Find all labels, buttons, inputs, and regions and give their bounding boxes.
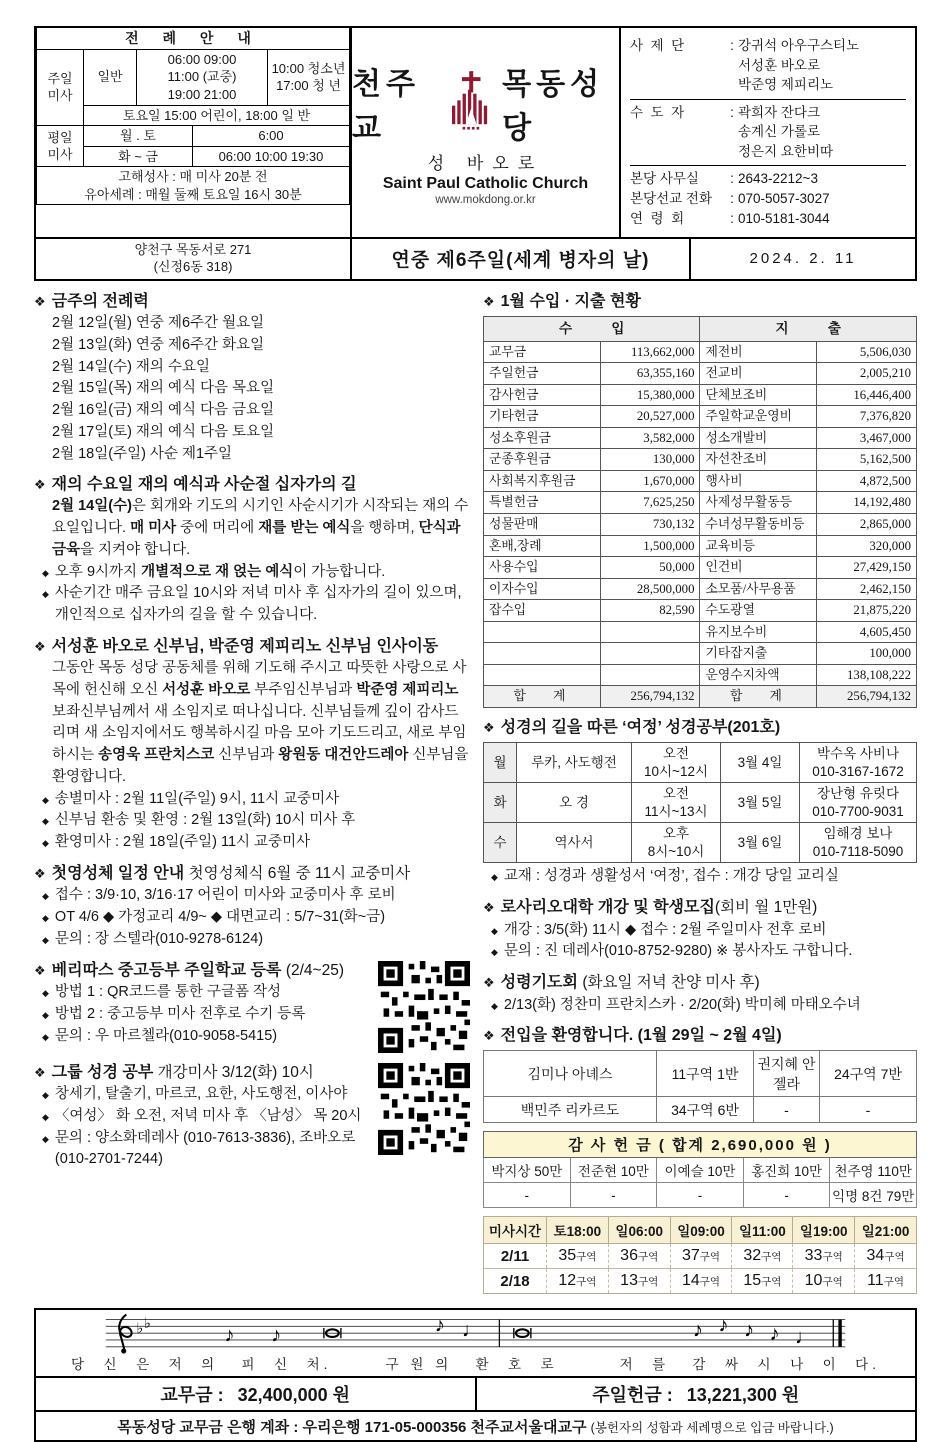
general-label: 일반 bbox=[84, 49, 137, 105]
journey-date: 3월 4일 bbox=[721, 743, 800, 783]
bullet-icon: ◆ bbox=[42, 838, 49, 849]
finance-row bbox=[484, 384, 917, 406]
mass-schedule-box bbox=[34, 26, 352, 239]
bible-group-bullet: ◆ 문의 : 양소화데레사 (010-7613-3836), 조바오로(010-2701-7244) bbox=[42, 1128, 370, 1172]
expense-amount: 27,429,150 bbox=[817, 557, 917, 579]
rota-header-cell: 토18:00 bbox=[547, 1217, 609, 1244]
mass-rota-table bbox=[483, 1216, 917, 1294]
journey-book: 오 경 bbox=[517, 783, 632, 823]
income-name: 사용수입 bbox=[484, 557, 601, 579]
religious-name: 송계신 가롤로 bbox=[738, 124, 820, 140]
income-name: 특별헌금 bbox=[484, 492, 601, 514]
expense-amount: 14,192,480 bbox=[817, 492, 917, 514]
expense-amount: 5,506,030 bbox=[817, 341, 917, 363]
finance-row bbox=[484, 363, 917, 385]
clergy-box bbox=[619, 26, 917, 239]
income-name: 교무금 bbox=[484, 341, 601, 363]
church-website-url: www.mokdong.or.kr bbox=[435, 194, 536, 207]
phone-section bbox=[630, 166, 906, 232]
rota-row: 2/11 35구역 36구역 37구역 32구역 33구역 34구역 bbox=[484, 1244, 917, 1269]
phone-number: 070-5057-3027 bbox=[738, 190, 830, 206]
section-welcome-newcomers bbox=[483, 1024, 917, 1123]
gyomugeum-total: 교무금 : 32,400,000 원 bbox=[34, 1376, 477, 1412]
income-amount bbox=[600, 643, 700, 665]
flat-icon: ♭ bbox=[144, 1316, 151, 1333]
newcomer-name: 김미나 아녜스 bbox=[484, 1051, 657, 1097]
note-icon: ♩ bbox=[794, 1325, 816, 1349]
journey-time: 오전 11시~13시 bbox=[632, 783, 721, 823]
expense-name: 성소개발비 bbox=[700, 427, 817, 449]
bullet-icon: ◆ bbox=[491, 872, 498, 883]
rota-header-cell: 일19:00 bbox=[793, 1217, 855, 1244]
calendar-line: 2월 16일(금) 재의 예식 다음 금요일 bbox=[52, 402, 275, 419]
income-amount bbox=[600, 621, 700, 643]
section-first-communion bbox=[34, 862, 470, 951]
note-icon: ♪ bbox=[769, 1322, 780, 1346]
income-amount: 730,132 bbox=[600, 513, 700, 535]
finance-row bbox=[484, 643, 917, 665]
journey-date: 3월 6일 bbox=[721, 823, 800, 863]
income-amount: 1,670,000 bbox=[600, 470, 700, 492]
calendar-line: 2월 18일(주일) 사순 제1주일 bbox=[52, 445, 233, 462]
expense-name: 단체보조비 bbox=[700, 384, 817, 406]
note-icon: ♪ bbox=[434, 1313, 445, 1337]
rosary-bullet: ◆ 문의 : 진 데레사(010-8752-9280) ※ 봉사자도 구합니다. bbox=[491, 941, 917, 963]
section-thanks-offering bbox=[483, 1131, 917, 1208]
priest-name: 강귀석 아우구스티노 bbox=[738, 38, 860, 53]
transfer-bullet: ◆ 송별미사 : 2월 11일(주일) 9시, 11시 교중미사 bbox=[42, 789, 470, 811]
section-heading: 로사리오대학 개강 및 학생모집(회비 월 1만원) bbox=[500, 899, 818, 917]
ash-bullet: 오후 9시까지 개별적으로 재 얹는 예식이 가능합니다. bbox=[54, 563, 386, 580]
section-heading: 그룹 성경 공부 개강미사 3/12(화) 10시 bbox=[51, 1063, 314, 1081]
church-cross-icon bbox=[448, 65, 494, 141]
income-total: 256,794,132 bbox=[600, 686, 700, 708]
section-journey-bible-study bbox=[483, 716, 917, 888]
thanks-offering-header: 감 사 헌 금 ( 합계 2,690,000 원 ) bbox=[484, 1132, 917, 1158]
section-bible-group bbox=[34, 1061, 470, 1171]
journey-day: 화 bbox=[484, 783, 517, 823]
bullet-icon: ◆ bbox=[42, 1031, 49, 1042]
income-name bbox=[484, 664, 601, 686]
calendar-line: 2월 17일(토) 재의 예식 다음 토요일 bbox=[52, 423, 275, 440]
expense-amount: 100,000 bbox=[817, 643, 917, 665]
priest-name: 박준영 제피리노 bbox=[738, 77, 834, 93]
income-amount: 50,000 bbox=[600, 557, 700, 579]
income-amount: 15,380,000 bbox=[600, 384, 700, 406]
journey-teacher: 박수옥 사비나 010-3167-1672 bbox=[800, 743, 917, 783]
section-rosary-college bbox=[483, 896, 917, 963]
bullet-icon: ◆ bbox=[491, 925, 498, 936]
section-marker-icon: ❖ bbox=[483, 1028, 495, 1044]
offering-totals bbox=[34, 1376, 917, 1412]
bullet-icon: ◆ bbox=[42, 913, 49, 924]
income-name bbox=[484, 621, 601, 643]
section-marker-icon: ❖ bbox=[34, 638, 46, 654]
income-name: 잡수입 bbox=[484, 600, 601, 622]
finance-row bbox=[484, 664, 917, 686]
hymn-lyrics: 당 신 은 저 의 피 신 처. 구 원 의 환 호 로 저 를 감 싸 시 나 이 다. bbox=[71, 1357, 880, 1373]
income-name: 성물판매 bbox=[484, 513, 601, 535]
finance-table bbox=[483, 316, 917, 708]
income-name: 군종후원금 bbox=[484, 449, 601, 471]
logo-english-name: Saint Paul Catholic Church bbox=[382, 175, 589, 193]
section-heading: 전입을 환영합니다. (1월 29일 ~ 2월 4일) bbox=[500, 1027, 782, 1045]
expense-amount: 16,446,400 bbox=[817, 384, 917, 406]
section-veritas bbox=[34, 959, 470, 1053]
journey-book: 루카, 사도행전 bbox=[517, 743, 632, 783]
journey-teacher: 임해경 보나 010-7118-5090 bbox=[800, 823, 917, 863]
bank-account-main: 목동성당 교무금 은행 계좌 : 우리은행 171-05-000356 천주교서울대교구 bbox=[117, 1418, 591, 1436]
first-communion-bullet: ◆ 문의 : 장 스텔라(010-9278-6124) bbox=[42, 929, 470, 951]
section-marker-icon: ❖ bbox=[483, 719, 495, 735]
logo-text-catholic: 천주교 bbox=[352, 68, 420, 146]
income-name bbox=[484, 643, 601, 665]
mass-schedule-table bbox=[36, 27, 350, 126]
bullet-icon: ◆ bbox=[491, 947, 498, 958]
expense-name: 소모품/사무용품 bbox=[700, 578, 817, 600]
church-address: 양천구 목동서로 271 (신정6동 318) bbox=[34, 237, 352, 281]
veritas-bullet: ◆ 방법 1 : QR코드를 통한 구글폼 작성 bbox=[42, 982, 370, 1004]
expense-amount: 320,000 bbox=[817, 535, 917, 557]
section-heading: 첫영성체 일정 안내 첫영성체식 6월 중 11시 교중미사 bbox=[51, 864, 411, 882]
finance-row bbox=[484, 449, 917, 471]
priest-name: 서성훈 바오로 bbox=[738, 57, 820, 73]
finance-row bbox=[484, 492, 917, 514]
income-name: 이자수입 bbox=[484, 578, 601, 600]
bullet-icon: ◆ bbox=[42, 1090, 49, 1101]
journey-day: 월 bbox=[484, 743, 517, 783]
section-marker-icon: ❖ bbox=[34, 865, 46, 881]
rota-header-cell: 일21:00 bbox=[855, 1217, 917, 1244]
priests-section: 사 제 단 : 강귀석 아우구스티노 서성훈 바오로 박준영 제피리노 bbox=[630, 33, 906, 100]
section-heading: 재의 수요일 재의 예식과 사순절 십자가의 길 bbox=[51, 476, 357, 494]
rota-header-cell: 일09:00 bbox=[670, 1217, 732, 1244]
newcomer-name: - bbox=[754, 1097, 820, 1123]
edition-title: 연중 제6주일(세계 병자의 날) bbox=[350, 237, 691, 281]
transfer-paragraph: 그동안 목동 성당 공동체를 위해 기도해 주시고 따뜻한 사랑으로 사목에 헌신해 오신 서성훈 바오로 부주임신부님과 박준영 제피리노 보좌신부님께서 새 소임지로 떠나십니다. 신부님들께 깊이 감사드리며 새 소임지에서도 행복하시길 마음 모아 기도드리고, 새로 부임하시는 송영욱 프란치스코 신부님과 왕원동 대건안드레아 신부님을 환영합니다. bbox=[52, 660, 469, 785]
finance-row bbox=[484, 557, 917, 579]
income-amount: 7,625,250 bbox=[600, 492, 700, 514]
transfer-bullet: ◆ 환영미사 : 2월 18일(주일) 11시 교중미사 bbox=[42, 832, 470, 854]
veritas-bullet: ◆ 문의 : 우 마르첼라(010-9058-5415) bbox=[42, 1026, 370, 1048]
phone-row: 연 령 회 : 010-5181-3044 bbox=[630, 209, 906, 229]
section-marker-icon: ❖ bbox=[34, 1064, 46, 1080]
newcomer-name: 권지혜 안젤라 bbox=[754, 1051, 820, 1097]
sunday-mass-label: 주일 미사 bbox=[37, 49, 84, 125]
expense-name: 인건비 bbox=[700, 557, 817, 579]
calendar-line: 2월 12일(월) 연중 제6주간 월요일 bbox=[52, 315, 265, 332]
section-holy-spirit-prayer bbox=[483, 971, 917, 1016]
income-amount bbox=[600, 664, 700, 686]
expense-name: 사제성무활동등 bbox=[700, 492, 817, 514]
bullet-icon: ◆ bbox=[42, 794, 49, 805]
ash-paragraph: 2월 14일(수)은 회개와 기도의 시기인 사순시기가 시작되는 재의 수요일입니다. 매 미사 중에 머리에 재를 받는 예식을 행하며, 단식과 금육을 지켜야 합니다. bbox=[52, 498, 469, 558]
note-icon: ♩ bbox=[461, 1319, 483, 1343]
journey-day: 수 bbox=[484, 823, 517, 863]
expense-amount: 4,605,450 bbox=[817, 621, 917, 643]
newcomer-district: - bbox=[820, 1097, 917, 1123]
hymn-banner bbox=[34, 1308, 917, 1378]
finance-row bbox=[484, 513, 917, 535]
expense-total: 256,794,132 bbox=[817, 686, 917, 708]
section-heading: 베리따스 중고등부 주일학교 등록 (2/4~25) bbox=[51, 961, 344, 979]
journey-book: 역사서 bbox=[517, 823, 632, 863]
note-icon: ♪ bbox=[224, 1324, 235, 1348]
calendar-line: 2월 15일(목) 재의 예식 다음 목요일 bbox=[52, 380, 275, 397]
weekday-mass-label: 평일 미사 bbox=[37, 126, 84, 167]
rosary-bullet: ◆ 개강 : 3/5(화) 11시 ◆ 접수 : 2월 주일미사 전후 로비 bbox=[491, 920, 917, 942]
religious-name: 곽희자 잔다크 bbox=[738, 104, 820, 120]
qr-code-veritas bbox=[378, 961, 470, 1053]
flat-icon: ♭ bbox=[136, 1321, 144, 1338]
expense-name: 유지보수비 bbox=[700, 621, 817, 643]
expense-amount: 7,376,820 bbox=[817, 406, 917, 428]
bible-group-bullet: ◆ 창세기, 탈출기, 마르코, 요한, 사도행전, 이사야 bbox=[42, 1084, 370, 1106]
income-column-header: 수 입 bbox=[484, 317, 700, 342]
journey-table bbox=[483, 742, 917, 863]
income-amount: 63,355,160 bbox=[600, 363, 700, 385]
section-marker-icon: ❖ bbox=[34, 477, 46, 493]
religious-name: 정은지 요한비따 bbox=[738, 143, 834, 159]
confession-line: 고해성사 : 매 미사 20분 전 bbox=[118, 169, 268, 185]
expense-amount: 21,875,220 bbox=[817, 600, 917, 622]
finance-total-row: 합 계 256,794,132 합 계 256,794,132 bbox=[484, 686, 917, 708]
income-amount: 3,582,000 bbox=[600, 427, 700, 449]
bank-account-line bbox=[34, 1410, 917, 1442]
newcomer-row bbox=[484, 1051, 917, 1097]
expense-amount: 5,162,500 bbox=[817, 449, 917, 471]
bullet-icon: ◆ bbox=[42, 1133, 49, 1144]
header-second-row bbox=[34, 237, 917, 281]
rota-date: 2/18 bbox=[484, 1269, 547, 1294]
first-communion-bullet: ◆ 접수 : 3/9·10, 3/16·17 어린이 미사와 교중미사 후 로비 bbox=[42, 885, 470, 907]
thanks-offering-table bbox=[483, 1131, 917, 1208]
section-marker-icon: ❖ bbox=[483, 975, 495, 991]
qr-code-bible-group bbox=[378, 1063, 470, 1155]
rota-date: 2/11 bbox=[484, 1244, 547, 1269]
income-amount: 28,500,000 bbox=[600, 578, 700, 600]
income-name: 기타헌금 bbox=[484, 406, 601, 428]
journey-date: 3월 5일 bbox=[721, 783, 800, 823]
expense-name: 주일학교운영비 bbox=[700, 406, 817, 428]
section-heading: 1월 수입 · 지출 현황 bbox=[500, 292, 641, 310]
expense-amount: 138,108,222 bbox=[817, 664, 917, 686]
finance-row bbox=[484, 341, 917, 363]
expense-name: 수녀성무활동비등 bbox=[700, 513, 817, 535]
religious-label: 수 도 자 bbox=[630, 104, 685, 120]
expense-amount: 2,865,000 bbox=[817, 513, 917, 535]
phone-row: 본당 사무실 : 2643-2212~3 bbox=[630, 169, 906, 189]
sunday-times: 06:00 09:00 11:00 (교중) 19:00 21:00 bbox=[137, 49, 268, 105]
infant-baptism-line: 유아세례 : 매월 둘째 토요일 16시 30분 bbox=[84, 186, 302, 202]
logo-text-mokdong: 목동성당 bbox=[502, 68, 605, 146]
expense-name: 자선찬조비 bbox=[700, 449, 817, 471]
expense-name: 전교비 bbox=[700, 363, 817, 385]
bullet-icon: ◆ bbox=[42, 891, 49, 902]
confession-info bbox=[36, 166, 350, 205]
section-heading: 서성훈 바오로 신부님, 박준영 제피리노 신부님 인사이동 bbox=[51, 637, 439, 655]
journey-row bbox=[484, 823, 917, 863]
section-marker-icon: ❖ bbox=[34, 962, 46, 978]
finance-row bbox=[484, 406, 917, 428]
ash-bullet: 사순기간 매주 금요일 10시와 저녁 미사 후 십자가의 길이 있으며, 개인적으로 십자가의 길을 할 수 있습니다. bbox=[54, 585, 462, 624]
newcomer-name: 백민주 리카르도 bbox=[484, 1097, 657, 1123]
youth-times: 10:00 청소년 17:00 청 년 bbox=[268, 49, 350, 105]
newcomer-district: 34구역 6반 bbox=[657, 1097, 754, 1123]
bullet-icon: ◆ bbox=[42, 988, 49, 999]
expense-amount: 2,005,210 bbox=[817, 363, 917, 385]
section-marker-icon: ❖ bbox=[34, 293, 46, 309]
header bbox=[34, 26, 917, 239]
bullet-icon: ◆ bbox=[491, 1000, 498, 1011]
income-name: 감사헌금 bbox=[484, 384, 601, 406]
left-column bbox=[34, 290, 470, 1303]
veritas-bullet: ◆ 방법 2 : 중고등부 미사 전후로 수기 등록 bbox=[42, 1004, 370, 1026]
expense-name: 행사비 bbox=[700, 470, 817, 492]
section-finance bbox=[483, 290, 917, 708]
journey-row bbox=[484, 743, 917, 783]
rota-header-cell: 미사시간 bbox=[484, 1217, 547, 1244]
income-amount: 1,500,000 bbox=[600, 535, 700, 557]
phone-number: 010-5181-3044 bbox=[738, 210, 830, 226]
section-mass-rota bbox=[483, 1216, 917, 1294]
bullet-icon: ◆ bbox=[42, 1111, 49, 1122]
finance-row bbox=[484, 600, 917, 622]
logo-subtitle: 성 바오로 bbox=[427, 154, 544, 174]
expense-name: 운영수지차액 bbox=[700, 664, 817, 686]
right-column bbox=[483, 290, 917, 1303]
finance-row bbox=[484, 427, 917, 449]
income-amount: 113,662,000 bbox=[600, 341, 700, 363]
bullet-icon: ◆ bbox=[42, 1009, 49, 1020]
transfer-bullet: ◆ 신부님 환송 및 환영 : 2월 13일(화) 10시 미사 후 bbox=[42, 810, 470, 832]
note-icon: ♪ bbox=[271, 1324, 282, 1348]
note-icon: ♪ bbox=[692, 1319, 703, 1343]
newcomer-district: 11구역 1반 bbox=[657, 1051, 754, 1097]
income-amount: 20,527,000 bbox=[600, 406, 700, 428]
expense-column-header: 지 출 bbox=[700, 317, 917, 342]
finance-row bbox=[484, 621, 917, 643]
section-marker-icon: ❖ bbox=[483, 900, 495, 916]
income-amount: 130,000 bbox=[600, 449, 700, 471]
calendar-line: 2월 14일(수) 재의 수요일 bbox=[52, 358, 210, 375]
bullet-icon: ◆ bbox=[42, 589, 49, 600]
note-icon: ♪ bbox=[718, 1313, 729, 1337]
expense-name: 교육비등 bbox=[700, 535, 817, 557]
thanks-offering-row: - - - - 익명 8건 79만 bbox=[484, 1183, 917, 1208]
finance-row bbox=[484, 470, 917, 492]
income-name: 주일헌금 bbox=[484, 363, 601, 385]
journey-time: 오후 8시~10시 bbox=[632, 823, 721, 863]
rota-header-cell: 일11:00 bbox=[732, 1217, 793, 1244]
rota-row: 2/18 12구역 13구역 14구역 15구역 10구역 11구역 bbox=[484, 1269, 917, 1294]
expense-name: 수도광열 bbox=[700, 600, 817, 622]
bullet-icon: ◆ bbox=[42, 816, 49, 827]
expense-name: 제전비 bbox=[700, 341, 817, 363]
newcomer-district: 24구역 7반 bbox=[820, 1051, 917, 1097]
finance-row bbox=[484, 578, 917, 600]
income-amount: 82,590 bbox=[600, 600, 700, 622]
journey-time: 오전 10시~12시 bbox=[632, 743, 721, 783]
mass-schedule-title: 전 례 안 내 bbox=[37, 28, 350, 50]
weekday-mass-table: 평일 미사 월 . 토 6:00 화 ~ 금 06:00 10:00 19:30 bbox=[36, 125, 350, 167]
church-logo-box bbox=[350, 26, 621, 239]
section-priest-transfer bbox=[34, 635, 470, 854]
first-communion-bullet: ◆ OT 4/6 ◆ 가정교리 4/9~ ◆ 대면교리 : 5/7~31(화~금) bbox=[42, 907, 470, 929]
newcomers-table bbox=[483, 1050, 917, 1123]
section-liturgical-calendar bbox=[34, 290, 470, 465]
journey-teacher: 장난형 유릿다 010-7700-9031 bbox=[800, 783, 917, 823]
religious-section: 수 도 자 : 곽희자 잔다크 송계신 가롤로 정은지 요한비따 bbox=[630, 100, 906, 167]
sunday-offering-total: 주일헌금 : 13,221,300 원 bbox=[475, 1376, 918, 1412]
bullet-icon: ◆ bbox=[42, 934, 49, 945]
phone-row: 본당선교 전화 : 070-5057-3027 bbox=[630, 189, 906, 209]
bible-group-bullet: ◆ 〈여성〉 화 오전, 저녁 미사 후 〈남성〉 목 20시 bbox=[42, 1106, 370, 1128]
expense-amount: 2,462,150 bbox=[817, 578, 917, 600]
priests-label: 사 제 단 bbox=[630, 38, 685, 53]
section-heading: 성령기도회 (화요일 저녁 찬양 미사 후) bbox=[500, 974, 760, 992]
holy-spirit-bullet: ◆ 2/13(화) 정찬미 프란치스카 · 2/20(화) 박미혜 마태오수녀 bbox=[491, 995, 917, 1017]
section-ash-wednesday bbox=[34, 473, 470, 627]
finance-row bbox=[484, 535, 917, 557]
calendar-line: 2월 13일(화) 연중 제6주간 화요일 bbox=[52, 336, 265, 353]
edition-date: 2024. 2. 11 bbox=[689, 237, 917, 281]
phone-number: 2643-2212~3 bbox=[738, 171, 818, 187]
expense-amount: 4,872,500 bbox=[817, 470, 917, 492]
section-heading: 금주의 전례력 bbox=[51, 292, 149, 310]
bullet-icon: ◆ bbox=[42, 567, 49, 578]
section-heading: 성경의 길을 따른 ‘여정’ 성경공부(201호) bbox=[500, 718, 781, 736]
bank-account-note: (봉헌자의 성함과 세례명으로 입금 바랍니다.) bbox=[590, 1420, 834, 1435]
music-staff bbox=[42, 1311, 909, 1357]
expense-name: 기타잡지출 bbox=[700, 643, 817, 665]
saturday-times: 토요일 15:00 어린이, 18:00 일 반 bbox=[84, 105, 350, 126]
journey-note: 교재 : 성경과 생활성서 ‘여정’, 접수 : 개강 당일 교리실 bbox=[503, 868, 839, 885]
note-icon: ♪ bbox=[743, 1319, 755, 1343]
income-name: 사회복지후원금 bbox=[484, 470, 601, 492]
thanks-offering-row: 박지상 50만 전준현 10만 이예슬 10만 홍진희 10만 천주영 110만 bbox=[484, 1158, 917, 1183]
rota-header-cell: 일06:00 bbox=[608, 1217, 670, 1244]
newcomer-row bbox=[484, 1097, 917, 1123]
section-marker-icon: ❖ bbox=[483, 293, 495, 309]
expense-amount: 3,467,000 bbox=[817, 427, 917, 449]
income-name: 성소후원금 bbox=[484, 427, 601, 449]
income-name: 혼배,장례 bbox=[484, 535, 601, 557]
journey-row bbox=[484, 783, 917, 823]
